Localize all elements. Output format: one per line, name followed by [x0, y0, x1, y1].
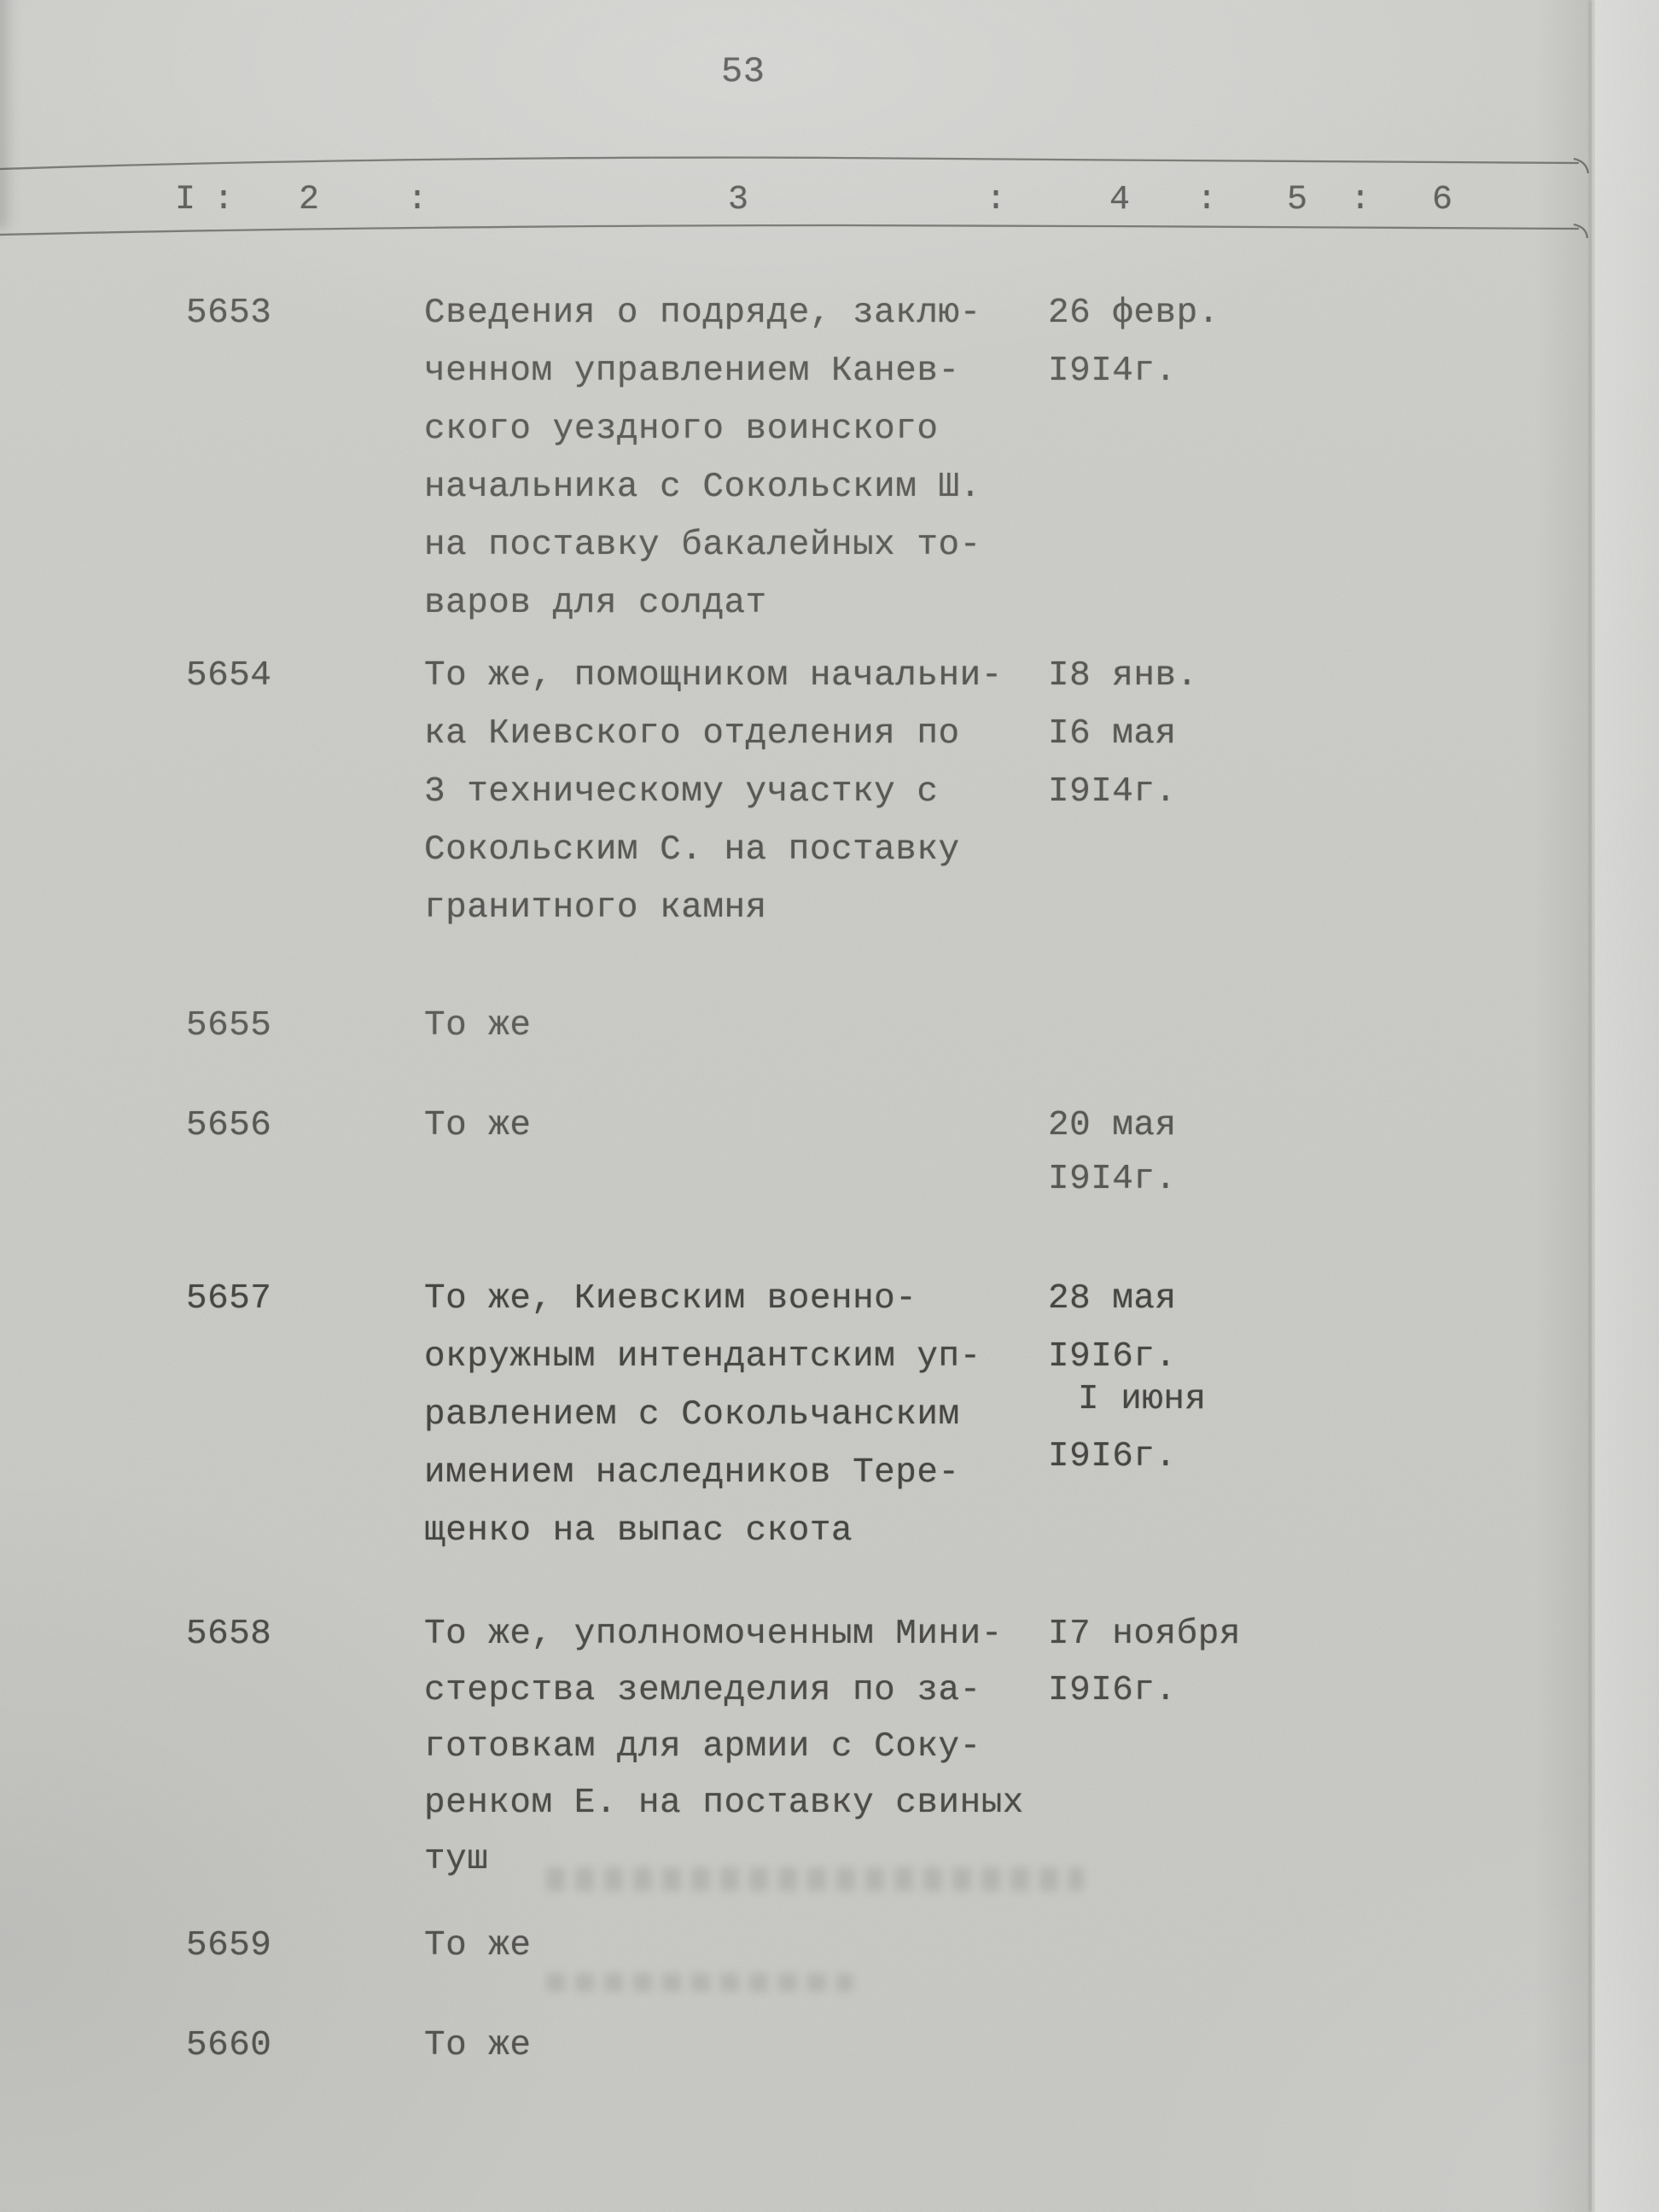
entry-date-line: 28 мая [1048, 1279, 1177, 1318]
header-rule-bottom [0, 225, 1579, 235]
entry-description-line: То же, уполномоченным Мини- [424, 1615, 1003, 1654]
entry-number: 5659 [186, 1926, 272, 1965]
bleed-through-smudge [546, 1867, 1084, 1891]
bleed-through-smudge [546, 1973, 853, 1992]
left-edge-shadow [0, 0, 14, 229]
entry-number: 5653 [186, 294, 272, 333]
entry-date-line: I8 янв. [1048, 656, 1198, 696]
column-header-I: I [175, 181, 196, 219]
entry-description-line: готовкам для армии с Соку- [424, 1727, 981, 1767]
entry-description-line: 3 техническому участку с [424, 772, 939, 812]
column-separator: : [407, 181, 428, 219]
entry-description-line: ренком Е. на поставку свиных [424, 1784, 1024, 1823]
entry-description-line: начальника с Сокольским Ш. [424, 468, 981, 507]
adjacent-page-margin [1595, 0, 1659, 2212]
entry-number: 5654 [186, 656, 272, 696]
column-separator: : [213, 181, 235, 219]
entry-date-line: I7 ноября [1048, 1615, 1241, 1654]
column-header-4: 4 [1109, 181, 1131, 219]
column-header-2: 2 [299, 181, 320, 219]
entry-description-line: имением наследников Тере- [424, 1453, 960, 1493]
entry-description-line: стерства земледелия по за- [424, 1671, 981, 1710]
column-header-3: 3 [728, 181, 749, 219]
entry-number: 5656 [186, 1106, 272, 1145]
entry-description-line: То же [424, 2026, 532, 2065]
entry-description-line: ченном управлением Канев- [424, 352, 960, 391]
entry-date-line: 20 мая [1048, 1106, 1177, 1145]
entry-description-line: гранитного камня [424, 888, 767, 928]
entry-description-line: Сокольским С. на поставку [424, 830, 960, 870]
column-separator: : [1350, 181, 1371, 219]
column-separator: : [986, 181, 1007, 219]
entry-description-line: на поставку бакалейных то- [424, 526, 981, 565]
entry-description-line: Сведения о подряде, заклю- [424, 294, 981, 333]
entry-description-line: ка Киевского отделения по [424, 714, 960, 754]
entry-number: 5657 [186, 1279, 272, 1318]
entry-number: 5658 [186, 1615, 272, 1654]
entry-date-line: 26 февр. [1048, 294, 1220, 333]
entry-description-line: То же, Киевским военно- [424, 1279, 917, 1318]
entry-description-line: щенко на выпас скота [424, 1511, 853, 1551]
entry-date-line: I9I4г. [1048, 772, 1177, 812]
column-separator: : [1196, 181, 1218, 219]
entry-date-line: I9I4г. [1048, 1160, 1177, 1199]
entry-date-line: I9I6г. [1048, 1671, 1177, 1710]
entry-date-line: I6 мая [1048, 714, 1177, 754]
page-edge-crease [1589, 0, 1592, 2212]
entry-description-line: ского уездного воинского [424, 410, 939, 449]
entry-description-line: туш [424, 1840, 489, 1879]
entry-description-line: равлением с Сокольчанским [424, 1395, 960, 1435]
entry-description-line: То же [424, 1006, 532, 1045]
entry-description-line: То же, помощником начальни- [424, 656, 1003, 696]
page-edge-shade [1534, 0, 1589, 2212]
column-header-6: 6 [1432, 181, 1453, 219]
entry-date-line: I июня [1078, 1380, 1207, 1419]
entry-number: 5660 [186, 2026, 272, 2065]
header-rule-top [0, 158, 1579, 169]
entry-description-line: окружным интендантским уп- [424, 1337, 981, 1377]
page-number: 53 [721, 51, 765, 92]
column-header-5: 5 [1287, 181, 1308, 219]
entry-description-line: То же [424, 1926, 532, 1965]
entry-date-line: I9I6г. [1048, 1337, 1177, 1377]
entry-number: 5655 [186, 1006, 272, 1045]
entry-date-line: I9I4г. [1048, 352, 1177, 391]
entry-description-line: варов для солдат [424, 584, 767, 623]
entry-date-line: I9I6г. [1048, 1437, 1177, 1476]
entry-description-line: То же [424, 1106, 532, 1145]
